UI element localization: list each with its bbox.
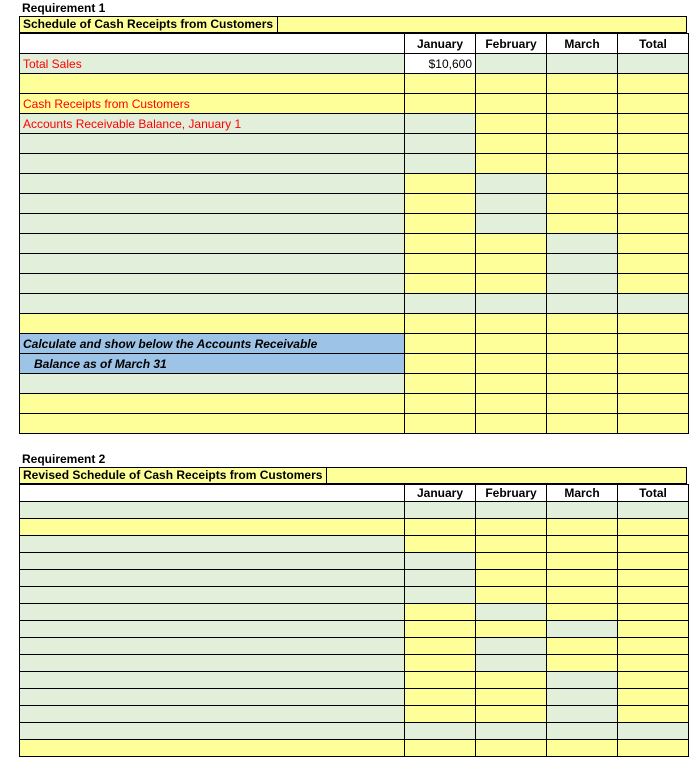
input-cell[interactable] (405, 655, 476, 672)
input-cell[interactable] (618, 672, 689, 689)
req1-row (20, 394, 689, 414)
input-cell[interactable] (618, 655, 689, 672)
input-cell[interactable] (20, 536, 405, 553)
input-cell[interactable] (405, 354, 476, 374)
req1-col-january: January (405, 34, 476, 54)
input-cell[interactable] (476, 314, 547, 334)
input-cell[interactable] (476, 655, 547, 672)
input-cell[interactable] (20, 294, 405, 314)
input-cell[interactable] (547, 689, 618, 706)
input-cell[interactable] (476, 154, 547, 174)
input-cell[interactable] (618, 740, 689, 757)
input-cell[interactable] (547, 502, 618, 519)
input-cell[interactable] (547, 604, 618, 621)
input-cell[interactable] (405, 74, 476, 94)
req2-col-february: February (476, 485, 547, 502)
input-cell[interactable] (618, 234, 689, 254)
input-cell[interactable] (405, 672, 476, 689)
input-cell[interactable] (405, 374, 476, 394)
req1-row (20, 234, 689, 254)
req2-row (20, 706, 689, 723)
input-cell[interactable] (476, 689, 547, 706)
input-cell[interactable] (405, 254, 476, 274)
req2-row (20, 621, 689, 638)
input-cell[interactable] (20, 604, 405, 621)
input-cell[interactable] (618, 604, 689, 621)
input-cell[interactable] (405, 570, 476, 587)
input-cell[interactable] (618, 314, 689, 334)
input-cell[interactable] (547, 587, 618, 604)
input-cell[interactable] (20, 553, 405, 570)
ar-balance-label: Accounts Receivable Balance, January 1 (20, 114, 405, 134)
input-cell[interactable] (20, 621, 405, 638)
input-cell[interactable] (405, 134, 476, 154)
input-cell[interactable] (20, 274, 405, 294)
input-cell[interactable] (20, 672, 405, 689)
input-cell[interactable] (547, 254, 618, 274)
requirement-2-label: Requirement 2 (22, 452, 106, 466)
req1-row (20, 194, 689, 214)
input-cell[interactable] (20, 655, 405, 672)
req1-row (20, 154, 689, 174)
input-cell[interactable] (405, 334, 476, 354)
input-cell[interactable] (20, 194, 405, 214)
input-cell[interactable] (405, 706, 476, 723)
input-cell[interactable] (547, 134, 618, 154)
input-cell[interactable] (618, 394, 689, 414)
input-cell[interactable] (547, 174, 618, 194)
input-cell[interactable] (618, 587, 689, 604)
input-cell[interactable] (476, 502, 547, 519)
input-cell[interactable] (20, 134, 405, 154)
input-cell[interactable] (618, 134, 689, 154)
input-cell[interactable] (547, 621, 618, 638)
input-cell[interactable] (405, 723, 476, 740)
req2-table (19, 484, 689, 757)
input-cell[interactable] (547, 706, 618, 723)
input-cell[interactable] (20, 174, 405, 194)
input-cell[interactable] (476, 194, 547, 214)
req1-row (20, 174, 689, 194)
input-cell[interactable] (476, 553, 547, 570)
input-cell[interactable] (476, 374, 547, 394)
input-cell[interactable] (476, 294, 547, 314)
calc-instruction-line1: Calculate and show below the Accounts Receivable (20, 334, 405, 354)
req1-row (20, 214, 689, 234)
input-cell[interactable] (547, 536, 618, 553)
input-cell[interactable] (405, 314, 476, 334)
input-cell[interactable] (476, 234, 547, 254)
input-cell[interactable] (405, 536, 476, 553)
input-cell[interactable] (618, 723, 689, 740)
input-cell[interactable] (20, 394, 405, 414)
input-cell[interactable] (547, 414, 618, 434)
input-cell[interactable] (618, 553, 689, 570)
req2-row (20, 553, 689, 570)
input-cell[interactable] (20, 414, 405, 434)
input-cell[interactable] (20, 740, 405, 757)
input-cell[interactable] (476, 414, 547, 434)
input-cell[interactable] (476, 254, 547, 274)
input-cell[interactable] (405, 174, 476, 194)
requirement-1-label: Requirement 1 (22, 1, 106, 15)
input-cell[interactable] (547, 672, 618, 689)
input-cell[interactable] (618, 74, 689, 94)
req1-row (20, 134, 689, 154)
input-cell[interactable] (405, 274, 476, 294)
input-cell[interactable] (405, 294, 476, 314)
input-cell[interactable] (547, 394, 618, 414)
input-cell[interactable] (476, 94, 547, 114)
req1-row (20, 314, 689, 334)
req2-row (20, 638, 689, 655)
req1-total-sales-row (20, 54, 689, 74)
req2-row (20, 502, 689, 519)
input-cell[interactable] (618, 194, 689, 214)
input-cell[interactable] (618, 174, 689, 194)
input-cell[interactable] (20, 374, 405, 394)
req1-col-total: Total (618, 34, 689, 54)
input-cell[interactable] (405, 740, 476, 757)
input-cell[interactable] (405, 621, 476, 638)
input-cell[interactable] (20, 638, 405, 655)
input-cell[interactable] (618, 334, 689, 354)
input-cell[interactable] (547, 54, 618, 74)
input-cell[interactable] (476, 604, 547, 621)
req2-row (20, 655, 689, 672)
input-cell[interactable] (476, 723, 547, 740)
req2-row (20, 604, 689, 621)
input-cell[interactable] (618, 354, 689, 374)
req1-calc-row-1 (20, 334, 689, 354)
cash-receipts-label: Cash Receipts from Customers (20, 94, 405, 114)
input-cell[interactable] (547, 334, 618, 354)
input-cell[interactable] (20, 723, 405, 740)
input-cell[interactable] (618, 374, 689, 394)
input-cell[interactable] (20, 519, 405, 536)
input-cell[interactable] (405, 502, 476, 519)
input-cell[interactable] (476, 587, 547, 604)
req1-ar-balance-row (20, 114, 689, 134)
input-cell[interactable] (476, 354, 547, 374)
input-cell[interactable] (20, 570, 405, 587)
input-cell[interactable] (476, 621, 547, 638)
input-cell[interactable] (405, 414, 476, 434)
req1-col-february: February (476, 34, 547, 54)
input-cell[interactable] (20, 254, 405, 274)
input-cell[interactable] (547, 314, 618, 334)
req1-cash-receipts-row (20, 94, 689, 114)
input-cell[interactable] (476, 114, 547, 134)
input-cell[interactable] (618, 536, 689, 553)
input-cell[interactable] (618, 519, 689, 536)
input-cell[interactable] (618, 502, 689, 519)
input-cell[interactable] (476, 174, 547, 194)
input-cell[interactable] (618, 621, 689, 638)
input-cell[interactable] (547, 194, 618, 214)
req1-header-row (20, 34, 689, 54)
input-cell[interactable] (476, 519, 547, 536)
input-cell[interactable] (20, 314, 405, 334)
req1-title: Schedule of Cash Receipts from Customers (23, 17, 278, 32)
input-cell[interactable] (476, 672, 547, 689)
input-cell[interactable] (20, 214, 405, 234)
req2-col-january: January (405, 485, 476, 502)
input-cell[interactable] (547, 354, 618, 374)
input-cell[interactable] (547, 655, 618, 672)
input-cell[interactable] (476, 706, 547, 723)
input-cell[interactable] (476, 134, 547, 154)
req2-header-blank (20, 485, 405, 502)
input-cell[interactable] (618, 414, 689, 434)
req1-row (20, 294, 689, 314)
input-cell[interactable] (618, 254, 689, 274)
input-cell[interactable] (618, 274, 689, 294)
input-cell[interactable] (618, 706, 689, 723)
input-cell[interactable] (547, 234, 618, 254)
req1-row (20, 374, 689, 394)
req2-row (20, 740, 689, 757)
input-cell[interactable] (476, 740, 547, 757)
input-cell[interactable] (618, 114, 689, 134)
req2-row (20, 587, 689, 604)
input-cell[interactable] (476, 334, 547, 354)
input-cell[interactable] (476, 74, 547, 94)
req1-calc-row-2 (20, 354, 689, 374)
input-cell[interactable] (476, 536, 547, 553)
input-cell[interactable] (618, 638, 689, 655)
input-cell[interactable] (405, 519, 476, 536)
input-cell[interactable] (405, 394, 476, 414)
req2-row (20, 723, 689, 740)
req2-row (20, 570, 689, 587)
input-cell[interactable] (405, 154, 476, 174)
input-cell[interactable] (618, 214, 689, 234)
input-cell[interactable] (20, 587, 405, 604)
input-cell[interactable] (547, 374, 618, 394)
input-cell[interactable] (547, 294, 618, 314)
input-cell[interactable] (547, 638, 618, 655)
req1-row (20, 74, 689, 94)
input-cell[interactable] (405, 553, 476, 570)
input-cell[interactable] (405, 234, 476, 254)
req2-row (20, 689, 689, 706)
input-cell[interactable] (476, 274, 547, 294)
input-cell[interactable] (405, 604, 476, 621)
input-cell[interactable] (20, 706, 405, 723)
input-cell[interactable] (476, 394, 547, 414)
input-cell[interactable] (547, 94, 618, 114)
req2-row (20, 536, 689, 553)
input-cell[interactable] (547, 723, 618, 740)
input-cell[interactable] (405, 114, 476, 134)
input-cell[interactable] (618, 94, 689, 114)
req2-row (20, 672, 689, 689)
req2-row (20, 519, 689, 536)
input-cell[interactable] (547, 519, 618, 536)
input-cell[interactable] (405, 94, 476, 114)
input-cell[interactable] (618, 689, 689, 706)
input-cell[interactable] (20, 689, 405, 706)
input-cell[interactable] (20, 502, 405, 519)
input-cell[interactable] (547, 154, 618, 174)
input-cell[interactable] (405, 689, 476, 706)
input-cell[interactable] (618, 154, 689, 174)
input-cell[interactable] (618, 294, 689, 314)
req2-title: Revised Schedule of Cash Receipts from Customers (23, 468, 327, 483)
input-cell[interactable] (547, 214, 618, 234)
req1-row (20, 254, 689, 274)
calc-instruction-line2: Balance as of March 31 (20, 354, 405, 374)
req2-title-bar (19, 467, 687, 484)
req1-table (19, 33, 689, 434)
req2-col-total: Total (618, 485, 689, 502)
input-cell[interactable] (547, 74, 618, 94)
input-cell[interactable] (547, 740, 618, 757)
input-cell[interactable] (547, 274, 618, 294)
input-cell[interactable] (618, 54, 689, 74)
req1-row (20, 274, 689, 294)
req2-header-row (20, 485, 689, 502)
input-cell[interactable] (405, 194, 476, 214)
input-cell[interactable] (547, 553, 618, 570)
input-cell[interactable] (476, 214, 547, 234)
req1-col-march: March (547, 34, 618, 54)
req1-title-bar (19, 16, 687, 33)
total-sales-january-cell[interactable]: $10,600 (405, 54, 476, 74)
input-cell[interactable] (618, 570, 689, 587)
input-cell[interactable] (476, 54, 547, 74)
input-cell[interactable] (476, 638, 547, 655)
input-cell[interactable] (405, 638, 476, 655)
input-cell[interactable] (20, 154, 405, 174)
input-cell[interactable] (20, 234, 405, 254)
total-sales-label: Total Sales (20, 54, 405, 74)
input-cell[interactable] (405, 587, 476, 604)
input-cell[interactable] (547, 114, 618, 134)
input-cell[interactable] (20, 74, 405, 94)
input-cell[interactable] (405, 214, 476, 234)
req2-col-march: March (547, 485, 618, 502)
input-cell[interactable] (547, 570, 618, 587)
req1-header-blank (20, 34, 405, 54)
input-cell[interactable] (476, 570, 547, 587)
req1-row (20, 414, 689, 434)
